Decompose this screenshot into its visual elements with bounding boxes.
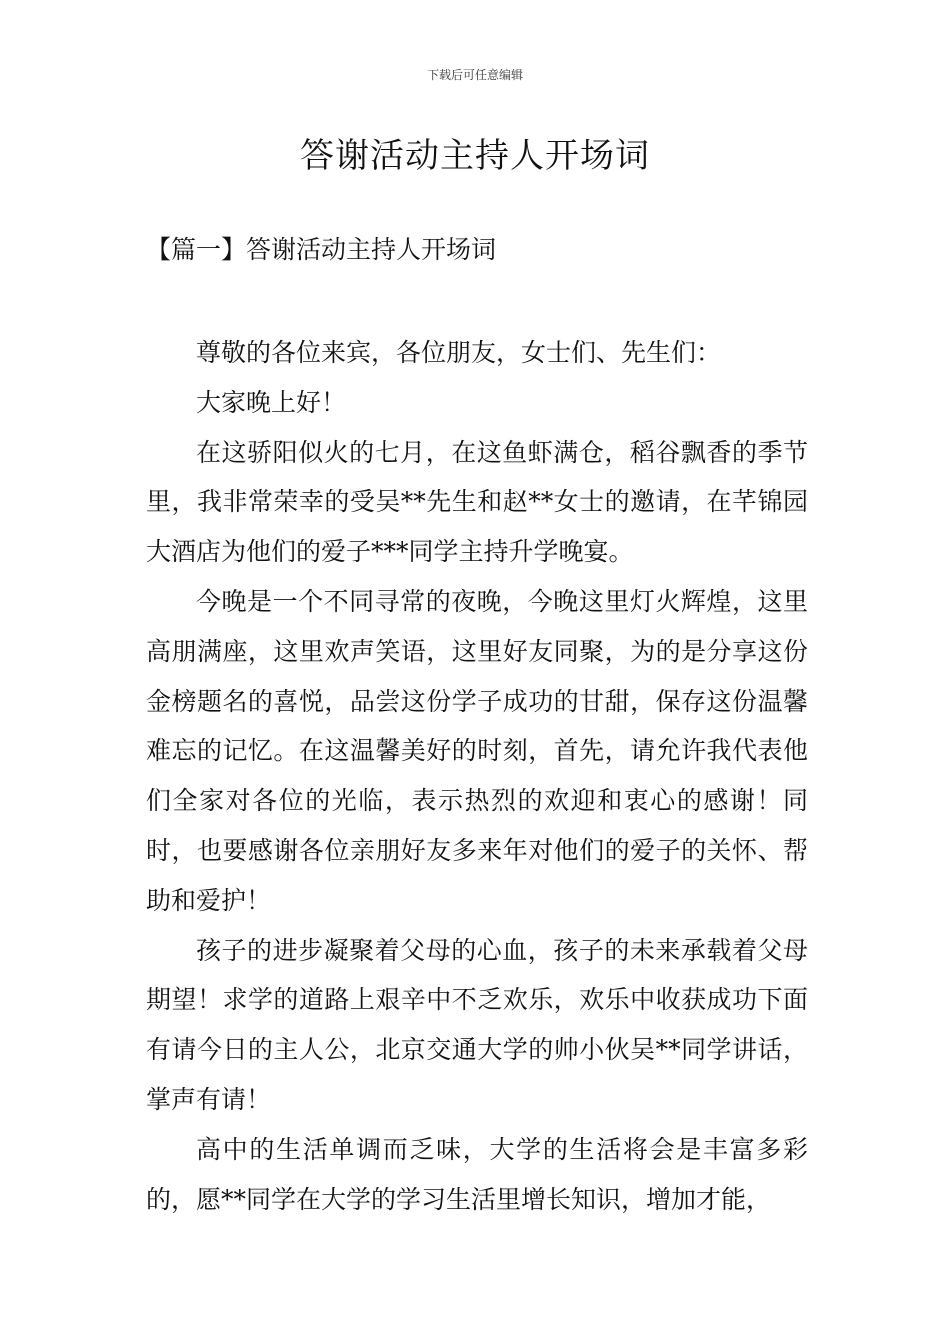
paragraph: 今晚是一个不同寻常的夜晚，今晚这里灯火辉煌，这里高朋满座，这里欢声笑语，这里好友同聚，为的是分享这份金榜题名的喜悦，品尝这份学子成功的甘甜，保存这份温馨难忘的记忆。在这温馨美好的时刻，首先，请允许我代表他们全家对各位的光临，表示热烈的欢迎和衷心的感谢！同时，也要感谢各位亲朋好友多来年对他们的爱子的关怀、帮助和爱护！ [146, 586, 808, 915]
paragraph: 孩子的进步凝聚着父母的心血，孩子的未来承载着父母期望！求学的道路上艰辛中不乏欢乐，欢乐中收获成功下面有请今日的主人公，北京交通大学的帅小伙吴**同学讲话，掌声有请！ [146, 935, 808, 1114]
header-note: 下载后可任意编辑 [426, 68, 523, 82]
section-heading: 【篇一】答谢活动主持人开场词 [146, 235, 497, 264]
paragraph-salutation: 尊敬的各位来宾，各位朋友，女士们、先生们： [196, 338, 722, 367]
paragraph-greeting: 大家晚上好！ [196, 387, 347, 417]
paragraph: 高中的生活单调而乏味，大学的生活将会是丰富多彩的，愿**同学在大学的学习生活里增长知识，增加才能， [146, 1134, 808, 1214]
document-body [146, 328, 808, 1224]
document-title: 答谢活动主持人开场词 [300, 136, 650, 176]
paragraph: 在这骄阳似火的七月，在这鱼虾满仓，稻谷飘香的季节里，我非常荣幸的受吴**先生和赵**女士的邀请，在芊锦园大酒店为他们的爱子***同学主持升学晚宴。 [146, 437, 808, 567]
